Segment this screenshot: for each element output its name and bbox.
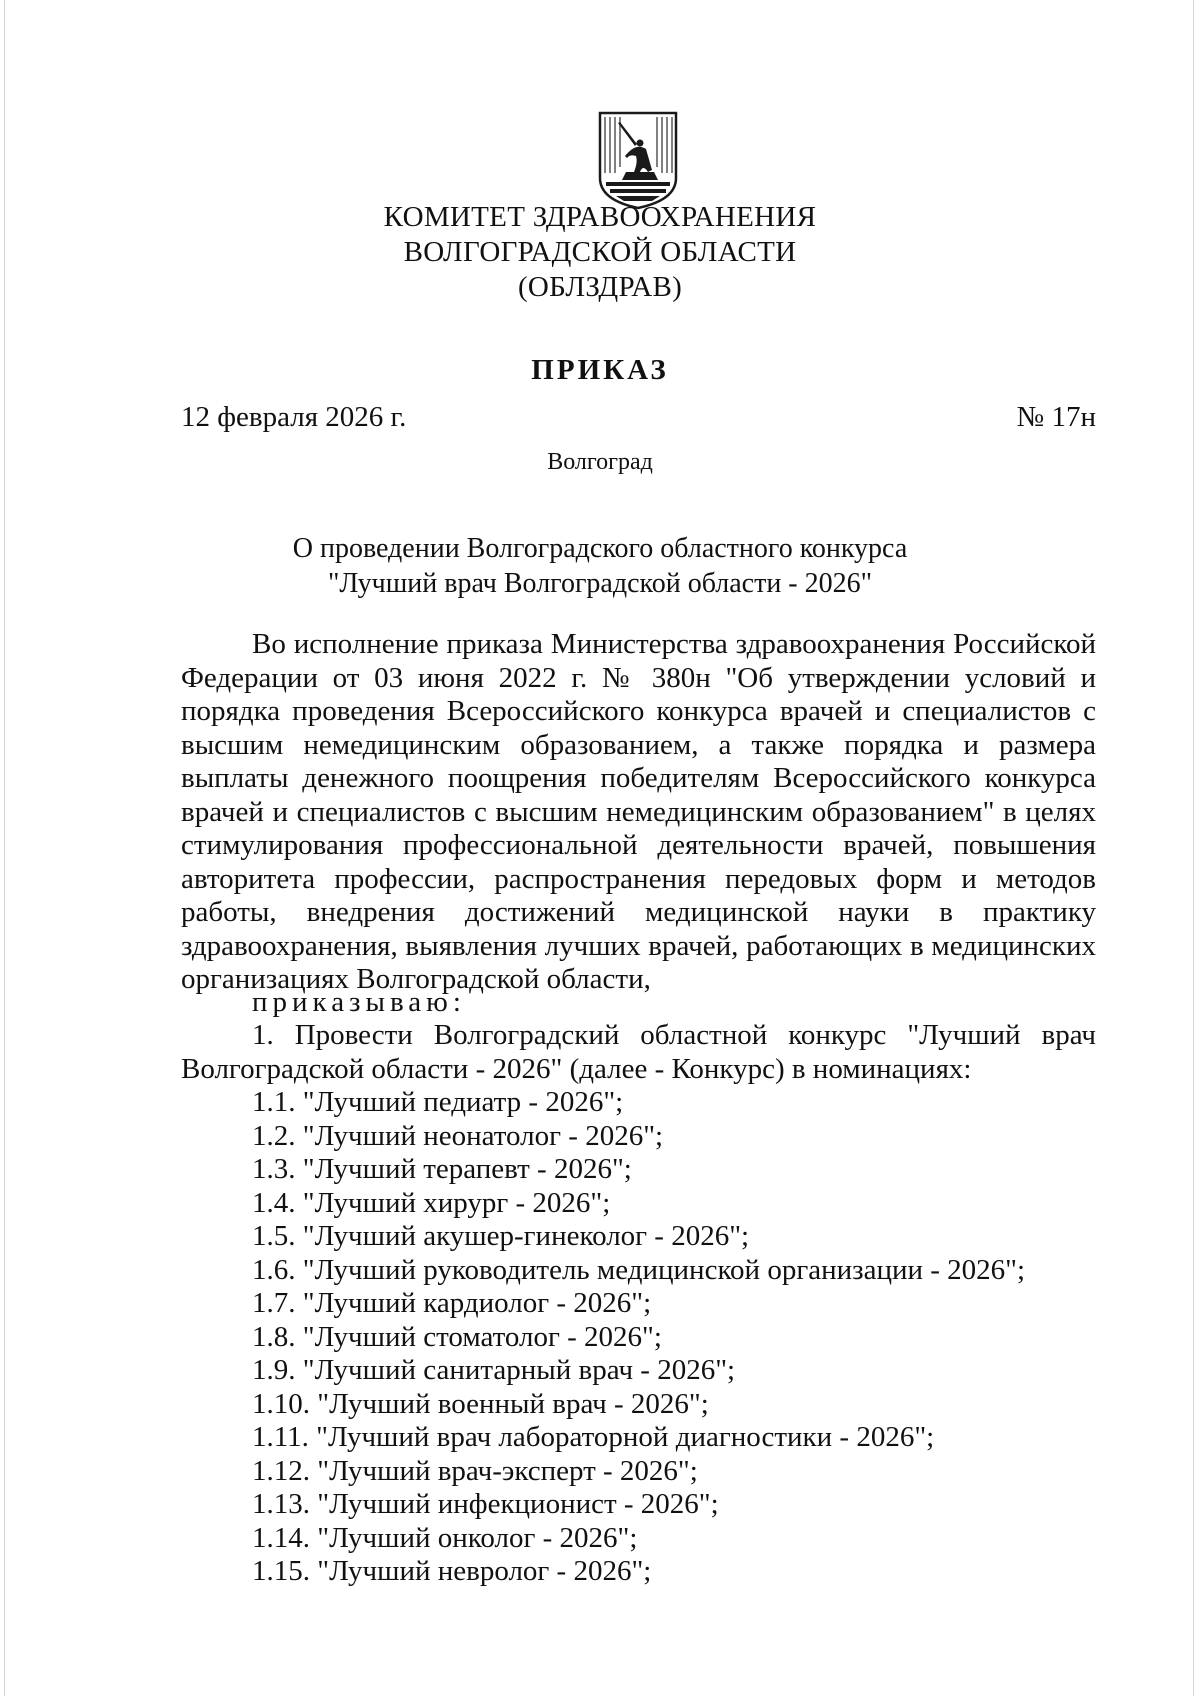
- nomination-item: 1.13. "Лучший инфекционист - 2026";: [252, 1488, 719, 1520]
- order-subject: [0, 531, 1200, 601]
- nomination-item: 1.7. "Лучший кардиолог - 2026";: [252, 1287, 652, 1319]
- organization-name-line-2: ВОЛГОГРАДСКОЙ ОБЛАСТИ: [403, 236, 797, 268]
- organization-abbreviation: (ОБЛЗДРАВ): [517, 271, 683, 303]
- preamble-paragraph: Во исполнение приказа Министерства здравоохранения Российской Федерации от 03 июня 2022 г. № 380н "Об утверждении условий и порядка проведения Всероссийского конкурса врачей и специалистов с высшим немедицинским образованием, а также порядка и размера выплаты денежного поощрения победителям Всероссийского конкурса врачей и специалистов с высшим немедицинским образованием" в целях стимулирования профессиональной деятельности врачей, повышения авторитета профессии, распространения передовых форм и методов работы, внедрения достижений медицинской науки в практику здравоохранения, выявления лучших врачей, работающих в медицинских организациях Волгоградской области,: [181, 628, 1096, 995]
- order-city: Волгоград: [547, 449, 653, 475]
- decree-word: приказываю:: [252, 986, 466, 1018]
- organization-name-line-1: КОМИТЕТ ЗДРАВООХРАНЕНИЯ: [383, 201, 817, 233]
- order-number: № 17н: [1016, 401, 1096, 433]
- document-title: ПРИКАЗ: [531, 354, 669, 386]
- nomination-item: 1.12. "Лучший врач-эксперт - 2026";: [252, 1454, 698, 1487]
- nomination-item: 1.1. "Лучший педиатр - 2026";: [252, 1086, 624, 1118]
- nomination-item: 1.9. "Лучший санитарный врач - 2026";: [252, 1354, 736, 1386]
- nomination-item: 1.15. "Лучший невролог - 2026";: [252, 1555, 652, 1587]
- subject-line-1: О проведении Волгоградского областного конкурса: [292, 533, 908, 564]
- order-item-1: 1. Провести Волгоградский областной конкурс "Лучший врач Волгоградской области - 2026" (далее - Конкурс) в номинациях:: [181, 1019, 1096, 1085]
- order-date: 12 февраля 2026 г.: [181, 401, 407, 433]
- nominations-list: [252, 1086, 1025, 1589]
- nomination-item: 1.14. "Лучший онколог - 2026";: [252, 1521, 638, 1554]
- nomination-item: 1.2. "Лучший неонатолог - 2026";: [252, 1119, 664, 1152]
- nomination-item: 1.11. "Лучший врач лабораторной диагностики - 2026";: [252, 1421, 935, 1453]
- nomination-item: 1.5. "Лучший акушер-гинеколог - 2026";: [252, 1220, 750, 1252]
- subject-line-2: "Лучший врач Волгоградской области - 2026": [327, 568, 873, 599]
- nomination-item: 1.4. "Лучший хирург - 2026";: [252, 1186, 611, 1219]
- nomination-item: 1.6. "Лучший руководитель медицинской организации - 2026";: [252, 1253, 1026, 1286]
- volgograd-coat-of-arms-icon: [596, 110, 680, 210]
- nomination-item: 1.10. "Лучший военный врач - 2026";: [252, 1387, 709, 1420]
- nomination-item: 1.8. "Лучший стоматолог - 2026";: [252, 1320, 662, 1353]
- nomination-item: 1.3. "Лучший терапевт - 2026";: [252, 1153, 632, 1185]
